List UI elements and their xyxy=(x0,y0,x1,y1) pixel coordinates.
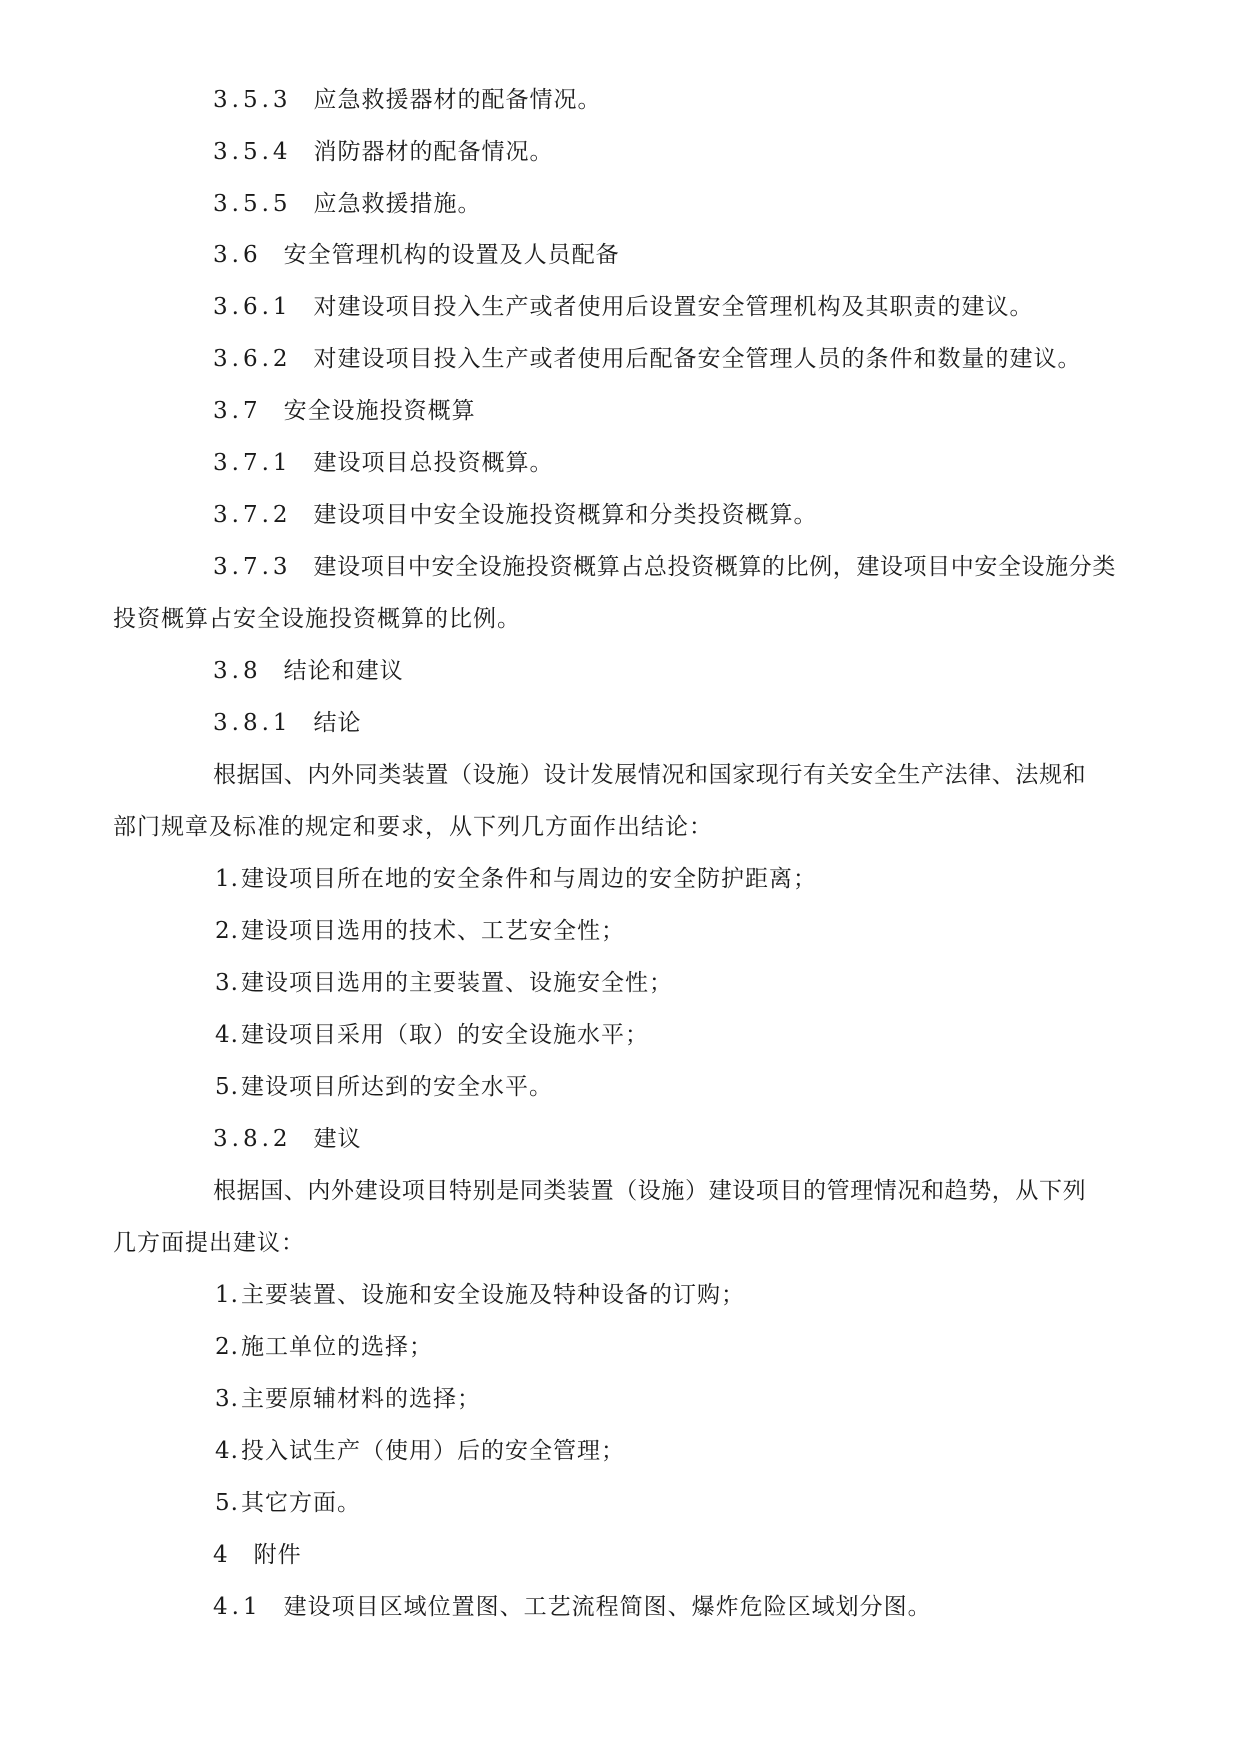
clause-number: 3.8.1 xyxy=(213,710,292,736)
clause-text: 投资概算占安全设施投资概算的比例。 xyxy=(113,606,521,632)
section-3-8 xyxy=(213,655,404,687)
section-4-1 xyxy=(213,1591,932,1623)
item-text: 其它方面。 xyxy=(240,1490,361,1516)
suggestion-item-5 xyxy=(215,1487,361,1519)
clause-text: 消防器材的配备情况。 xyxy=(313,139,554,165)
clause-number: 3.5.4 xyxy=(213,139,292,165)
item-number: 5. xyxy=(215,1490,239,1516)
suggestion-item-2 xyxy=(215,1331,433,1363)
conclusion-paragraph xyxy=(213,759,1086,791)
paragraph-text: 几方面提出建议： xyxy=(113,1230,305,1256)
clause-text: 应急救援器材的配备情况。 xyxy=(313,87,602,113)
section-number: 3.7 xyxy=(213,398,262,424)
conclusion-paragraph-continued xyxy=(113,811,713,843)
item-number: 2. xyxy=(215,1334,239,1360)
item-number: 1. xyxy=(215,866,239,892)
section-number: 3.6 xyxy=(213,242,262,268)
clause-3-8-1 xyxy=(213,707,362,739)
clause-text: 建设项目中安全设施投资概算占总投资概算的比例，建设项目中安全设施分类 xyxy=(313,554,1116,580)
item-text: 主要原辅材料的选择； xyxy=(240,1386,481,1412)
clause-3-7-2 xyxy=(213,499,818,531)
clause-number: 3.7.3 xyxy=(213,554,292,580)
clause-number: 3.6.2 xyxy=(213,346,292,372)
clause-number: 3.8.2 xyxy=(213,1126,292,1152)
section-title: 附件 xyxy=(253,1542,302,1568)
section-number: 4.1 xyxy=(213,1594,262,1620)
clause-3-6-1 xyxy=(213,291,1034,323)
paragraph-text: 部门规章及标准的规定和要求，从下列几方面作出结论： xyxy=(113,814,713,840)
section-number: 3.8 xyxy=(213,658,262,684)
suggestion-paragraph xyxy=(213,1175,1086,1207)
item-text: 建设项目采用（取）的安全设施水平； xyxy=(240,1022,649,1048)
section-3-7 xyxy=(213,395,476,427)
suggestion-item-3 xyxy=(215,1383,481,1415)
clause-number: 3.7.1 xyxy=(213,450,292,476)
item-number: 4. xyxy=(215,1438,239,1464)
section-text: 建设项目区域位置图、工艺流程简图、爆炸危险区域划分图。 xyxy=(283,1594,932,1620)
clause-3-7-3 xyxy=(213,551,1116,583)
conclusion-item-3 xyxy=(215,967,673,999)
suggestion-item-4 xyxy=(215,1435,625,1467)
section-title: 安全管理机构的设置及人员配备 xyxy=(283,242,620,268)
section-4 xyxy=(213,1539,302,1571)
clause-3-5-3 xyxy=(213,84,602,116)
suggestion-item-1 xyxy=(215,1279,745,1311)
clause-3-8-2 xyxy=(213,1123,362,1155)
item-number: 3. xyxy=(215,1386,239,1412)
item-text: 施工单位的选择； xyxy=(240,1334,433,1360)
item-number: 4. xyxy=(215,1022,239,1048)
section-3-6 xyxy=(213,239,620,271)
clause-text: 建设项目总投资概算。 xyxy=(313,450,554,476)
suggestion-paragraph-continued xyxy=(113,1227,305,1259)
clause-text: 对建设项目投入生产或者使用后设置安全管理机构及其职责的建议。 xyxy=(313,294,1034,320)
item-text: 主要装置、设施和安全设施及特种设备的订购； xyxy=(240,1282,745,1308)
item-text: 建设项目选用的主要装置、设施安全性； xyxy=(240,970,673,996)
clause-text: 建设项目中安全设施投资概算和分类投资概算。 xyxy=(313,502,818,528)
clause-3-6-2 xyxy=(213,343,1082,375)
clause-3-5-4 xyxy=(213,136,554,168)
clause-number: 3.7.2 xyxy=(213,502,292,528)
clause-text: 建议 xyxy=(313,1126,362,1152)
section-number: 4 xyxy=(213,1542,232,1568)
paragraph-text: 根据国、内外同类装置（设施）设计发展情况和国家现行有关安全生产法律、法规和 xyxy=(213,762,1087,788)
item-text: 建设项目所在地的安全条件和与周边的安全防护距离； xyxy=(240,866,817,892)
clause-3-7-1 xyxy=(213,447,554,479)
conclusion-item-1 xyxy=(215,863,817,895)
clause-3-7-3-continued xyxy=(113,603,521,635)
clause-3-5-5 xyxy=(213,188,482,220)
item-text: 投入试生产（使用）后的安全管理； xyxy=(240,1438,625,1464)
item-number: 5. xyxy=(215,1074,239,1100)
item-text: 建设项目所达到的安全水平。 xyxy=(240,1074,553,1100)
clause-text: 对建设项目投入生产或者使用后配备安全管理人员的条件和数量的建议。 xyxy=(313,346,1082,372)
clause-text: 结论 xyxy=(313,710,362,736)
clause-number: 3.6.1 xyxy=(213,294,292,320)
paragraph-text: 根据国、内外建设项目特别是同类装置（设施）建设项目的管理情况和趋势，从下列 xyxy=(213,1178,1087,1204)
conclusion-item-2 xyxy=(215,915,625,947)
section-title: 安全设施投资概算 xyxy=(283,398,476,424)
item-number: 1. xyxy=(215,1282,239,1308)
section-title: 结论和建议 xyxy=(283,658,404,684)
conclusion-item-4 xyxy=(215,1019,649,1051)
item-text: 建设项目选用的技术、工艺安全性； xyxy=(240,918,625,944)
clause-text: 应急救援措施。 xyxy=(313,191,482,217)
conclusion-item-5 xyxy=(215,1071,553,1103)
clause-number: 3.5.3 xyxy=(213,87,292,113)
item-number: 3. xyxy=(215,970,239,996)
item-number: 2. xyxy=(215,918,239,944)
clause-number: 3.5.5 xyxy=(213,191,292,217)
